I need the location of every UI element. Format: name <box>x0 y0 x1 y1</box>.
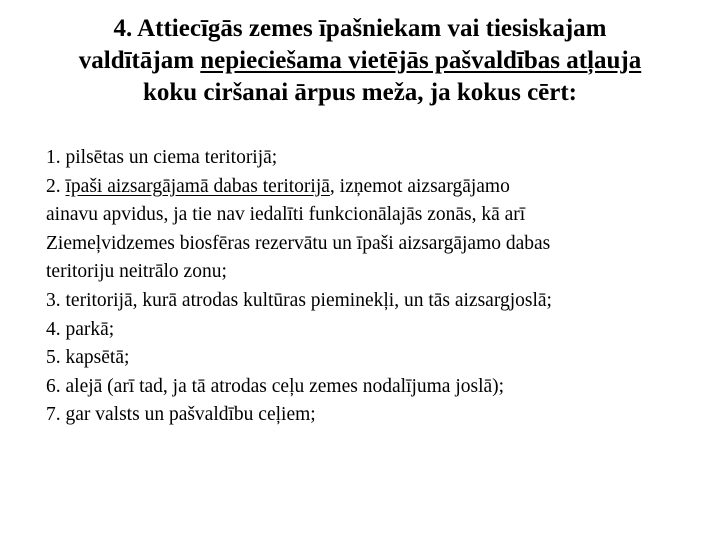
list-item: 4. parkā; <box>46 318 115 340</box>
list-item-continuation: ainavu apvidus, ja tie nav iedalīti funkcionālajās zonās, kā arī <box>46 204 526 226</box>
title-line-1: 4. Attiecīgās zemes īpašniekam vai tiesiskajam <box>113 15 607 42</box>
title-line-3: koku ciršanai ārpus meža, ja kokus cērt: <box>142 79 578 106</box>
list-item: 6. alejā (arī tad, ja tā atrodas ceļu zemes nodalījuma joslā); <box>46 375 505 397</box>
underlined-phrase: īpaši aizsargājamā dabas teritorijā <box>65 175 330 197</box>
list-item <box>46 173 696 202</box>
list-item-number: 2. <box>46 175 66 197</box>
slide-title <box>20 13 700 109</box>
title-line-2-start: valdītājam <box>78 47 201 74</box>
list-item-continuation: Ziemeļvidzemes biosfēras rezervātu un īpaši aizsargājamo dabas <box>46 232 551 254</box>
list-item: 7. gar valsts un pašvaldību ceļiem; <box>46 404 316 426</box>
list-item: 1. pilsētas un ciema teritorijā; <box>46 147 278 168</box>
list-item-continuation: teritoriju neitrālo zonu; <box>46 261 227 283</box>
list-item: 3. teritorijā, kurā atrodas kultūras pieminekļi, un tās aizsargjoslā; <box>46 289 552 311</box>
title-underlined-phrase: nepieciešama vietējās pašvaldības atļauja <box>200 47 642 74</box>
list-item-text: , izņemot aizsargājamo <box>329 175 510 197</box>
list-item: 5. kapsētā; <box>46 347 130 369</box>
conditions-list <box>46 144 696 430</box>
